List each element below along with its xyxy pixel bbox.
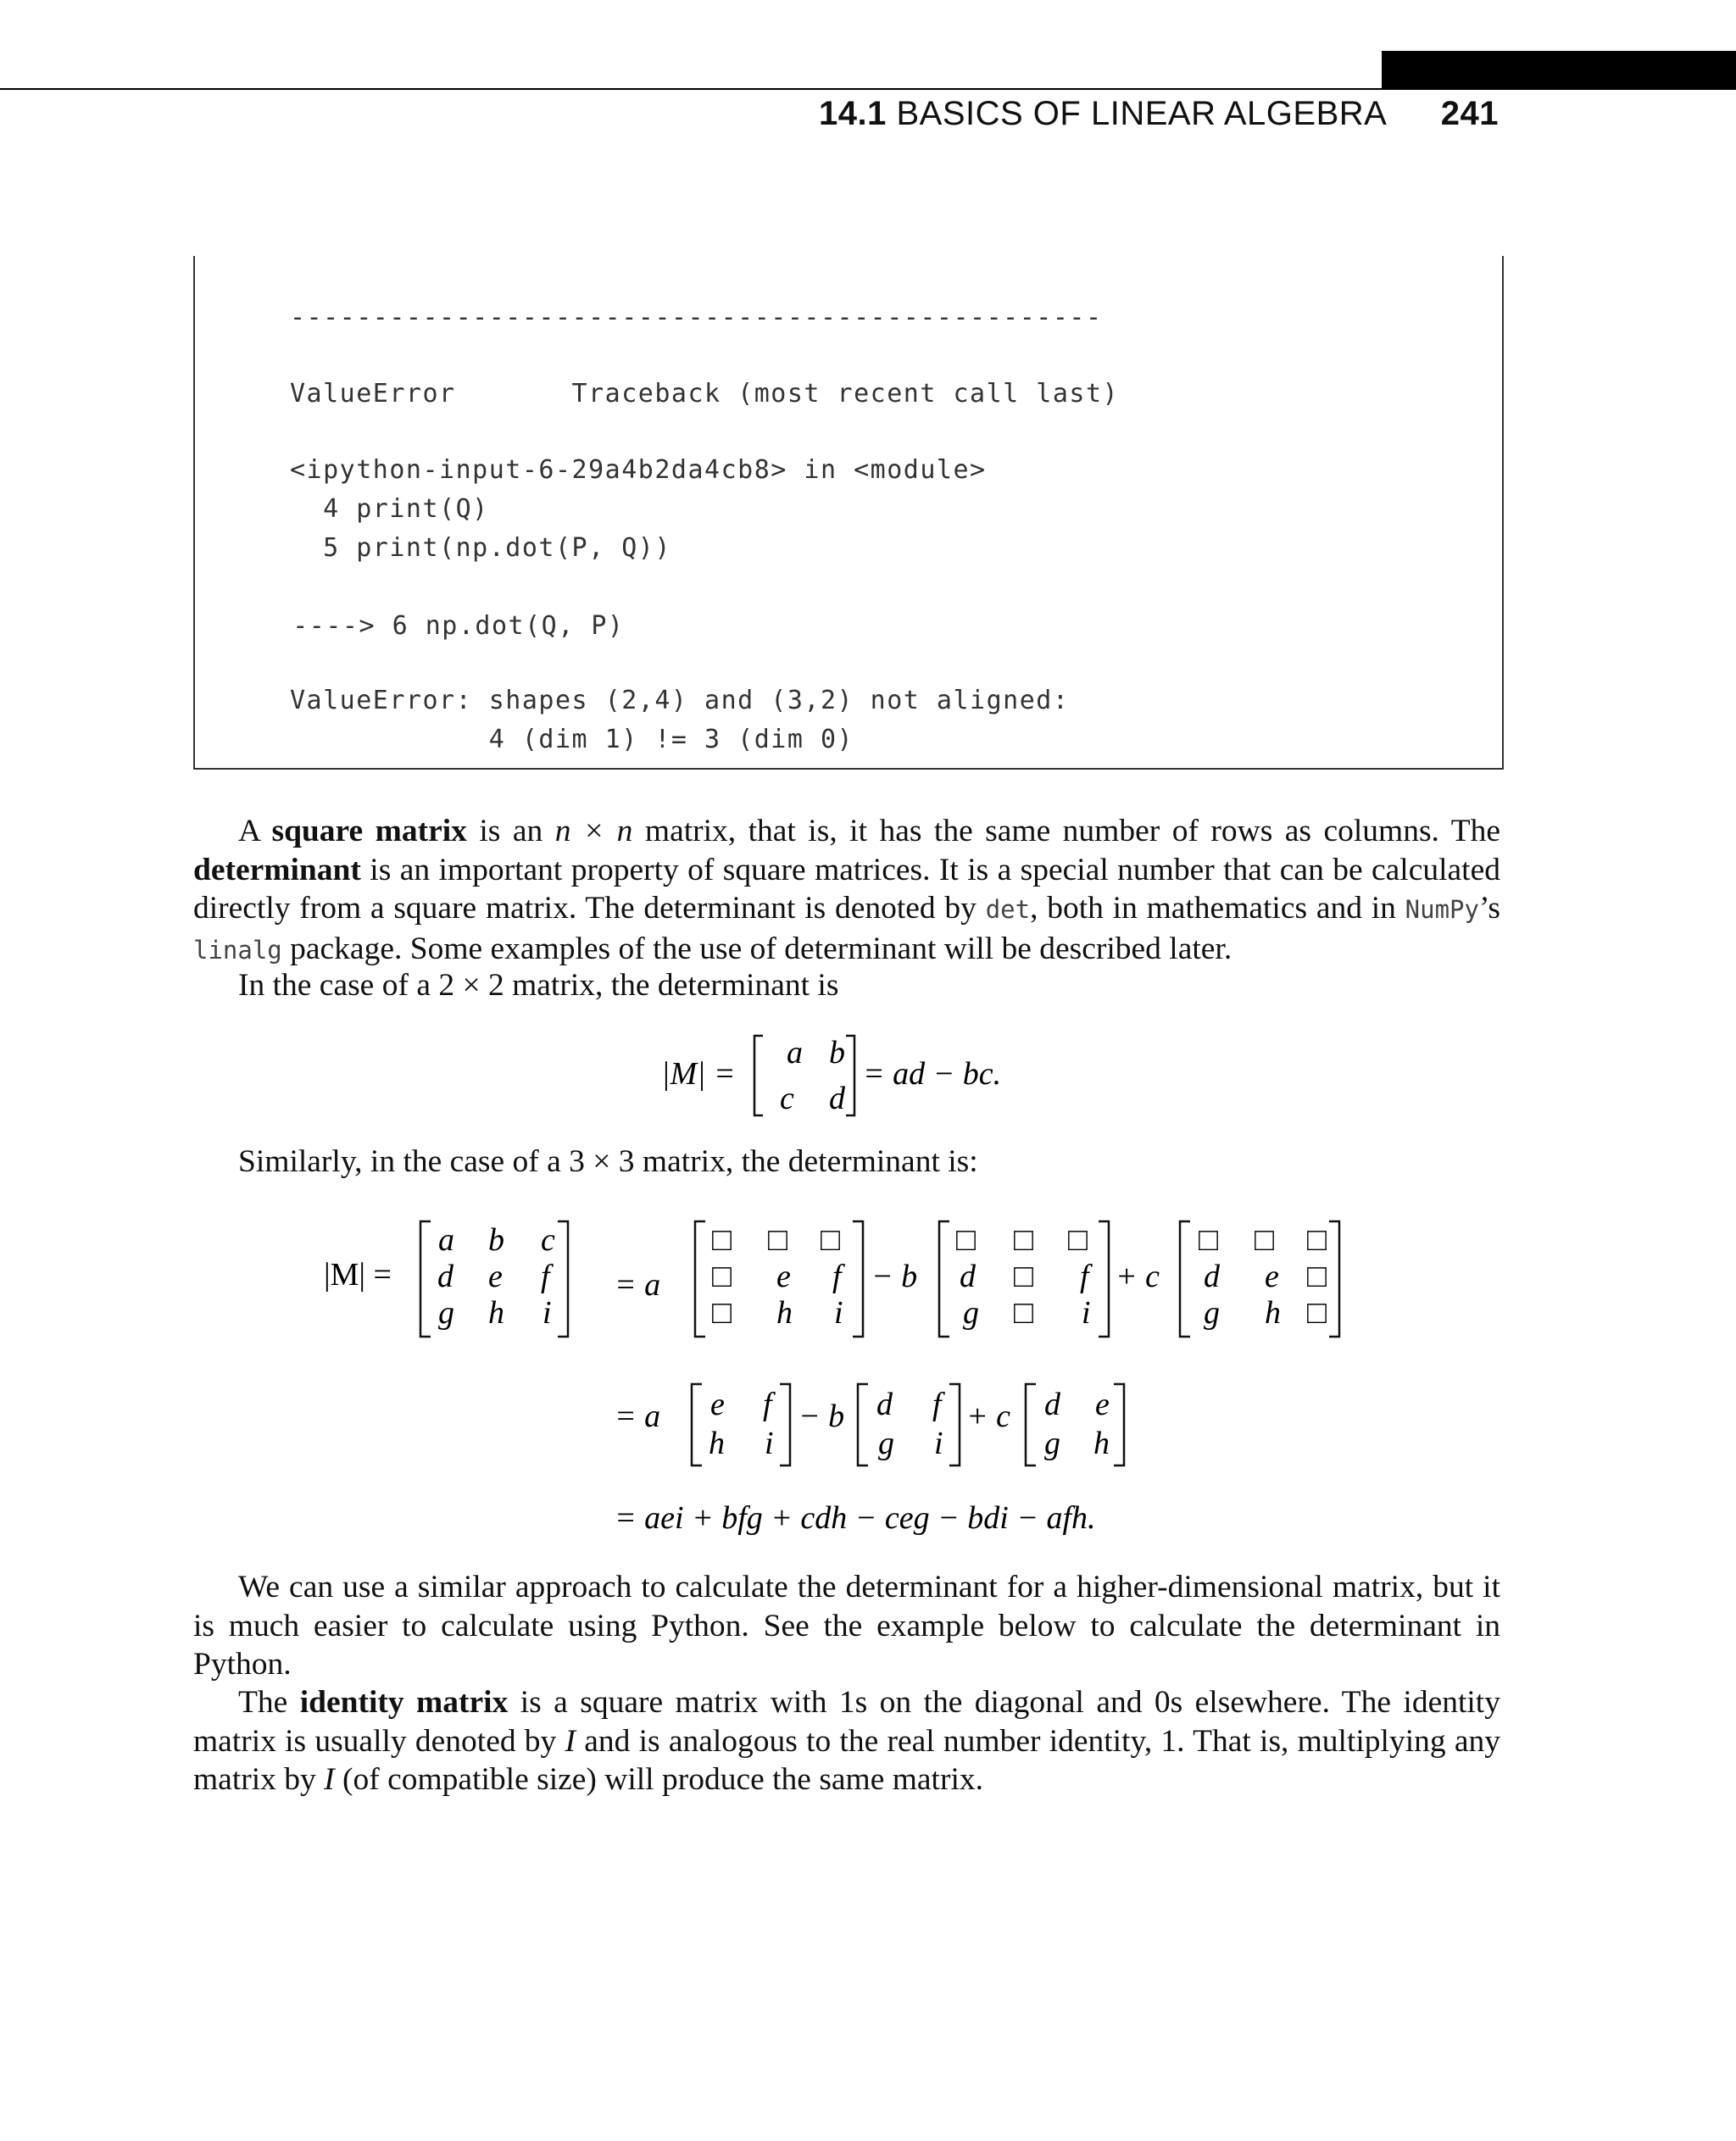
svg-text:i: i [1082,1295,1091,1331]
svg-text:□: □ [768,1222,787,1258]
svg-text:□: □ [1199,1222,1218,1258]
svg-text:c: c [541,1222,555,1258]
code-line: 5 print(np.dot(P, Q)) [290,533,671,563]
svg-text:− b: − b [798,1399,845,1434]
svg-text:h: h [488,1295,504,1331]
svg-text:d: d [829,1081,845,1116]
svg-text:d: d [960,1259,976,1294]
svg-text:f: f [763,1387,772,1422]
eq3-lhs: |M| = [324,1257,392,1293]
svg-text:a: a [787,1035,803,1070]
section-number: 14.1 [818,95,887,132]
equation-3x3 [314,1208,1399,1547]
running-head [819,95,1499,133]
svg-text:□: □ [1307,1295,1327,1331]
svg-text:□: □ [712,1222,732,1258]
svg-text:i: i [934,1426,943,1461]
svg-text:i: i [542,1295,552,1331]
svg-text:f: f [932,1387,942,1422]
svg-text:a: a [438,1222,454,1258]
code-line: 4 print(Q) [290,494,489,524]
svg-text:□: □ [1014,1222,1033,1258]
svg-text:d: d [1204,1259,1220,1294]
svg-text:□: □ [1255,1222,1274,1258]
header-tab-bar [1382,51,1736,90]
svg-text:□: □ [1307,1222,1327,1258]
code-line-arrow: ----> 6 np.dot(Q, P) [292,611,625,641]
svg-text:d: d [876,1387,893,1422]
eq-rhs: = ad − bc. [863,1056,1002,1092]
svg-text:+ c: + c [966,1399,1011,1434]
svg-text:g: g [438,1295,454,1331]
svg-text:g: g [878,1426,894,1461]
svg-text:h: h [1265,1295,1281,1331]
svg-text:+ c: + c [1116,1259,1160,1294]
svg-text:g: g [963,1295,979,1331]
svg-text:e: e [488,1259,503,1294]
paragraph-higher-dimensional: We can use a similar approach to calculate the determinant for a higher-dimensional matrix, but it is much easier to calculate using Python. See the example below to calculate the determinant in Python. [193,1570,1500,1682]
code-line: <ipython-input-6-29a4b2da4cb8> in <module> [290,455,987,485]
code-line: ValueError Traceback (most recent call last) [290,379,1120,409]
svg-text:□: □ [712,1295,732,1331]
svg-text:= a: = a [615,1267,661,1303]
svg-text:□: □ [956,1222,976,1258]
page-number: 241 [1440,95,1499,132]
svg-text:i: i [834,1295,843,1331]
svg-text:e: e [710,1387,725,1422]
svg-text:□: □ [1014,1259,1033,1294]
svg-text:e: e [1265,1259,1279,1294]
svg-text:d: d [437,1259,453,1294]
svg-text:− b: − b [871,1259,918,1294]
paragraph-square-matrix: A square matrix is an n × n matrix, that is, it has the same number of rows as columns. The determinant is an important property of square matrices. It is a special number that can be calculated directly from a square matrix. The determinant is denoted by det, both in mathematics and in NumPy’s linalg package. Some examples of the use of determinant will be described later. [193,814,1500,966]
paragraph-2x2-intro: In the case of a 2 × 2 matrix, the determinant is [238,968,839,1003]
svg-text:c: c [780,1081,794,1116]
svg-text:□: □ [1068,1222,1088,1258]
svg-text:□: □ [712,1259,732,1294]
svg-text:h: h [709,1426,725,1461]
equation-2x2 [661,1027,1051,1129]
code-line: ValueError: shapes (2,4) and (3,2) not aligned: [290,686,1070,715]
code-line: ------------------------------------------------- [290,303,1103,332]
svg-text:□: □ [821,1222,840,1258]
code-line: 4 (dim 1) != 3 (dim 0) [290,725,854,754]
eq3-expanded: = aei + bfg + cdh − ceg − bdi − afh. [615,1500,1096,1536]
svg-text:e: e [776,1259,791,1294]
svg-text:b: b [488,1222,504,1258]
svg-text:d: d [1044,1387,1060,1422]
svg-text:f: f [832,1259,842,1294]
paragraph-identity-matrix: The identity matrix is a square matrix with 1s on the diagonal and 0s elsewhere. The identity matrix is usually denoted by I and is analogous to the real number identity, 1. That is, multiplying any matrix by I (of compatible size) will produce the same matrix. [193,1685,1501,1797]
svg-text:g: g [1204,1295,1220,1331]
svg-text:i: i [765,1426,774,1461]
svg-text:e: e [1095,1387,1110,1422]
svg-text:h: h [1093,1426,1110,1461]
svg-text:□: □ [1014,1295,1033,1331]
svg-text:h: h [776,1295,793,1331]
svg-text:= a: = a [615,1399,661,1434]
paragraph-3x3-intro: Similarly, in the case of a 3 × 3 matrix, the determinant is: [238,1144,978,1179]
svg-text:b: b [829,1035,845,1070]
section-title: BASICS OF LINEAR ALGEBRA [896,95,1386,132]
svg-text:□: □ [1307,1259,1327,1294]
eq-lhs: |M| = [661,1056,736,1092]
svg-text:g: g [1044,1426,1060,1461]
code-output-box [193,256,1504,770]
svg-text:f: f [1080,1259,1089,1294]
svg-text:f: f [541,1259,550,1294]
